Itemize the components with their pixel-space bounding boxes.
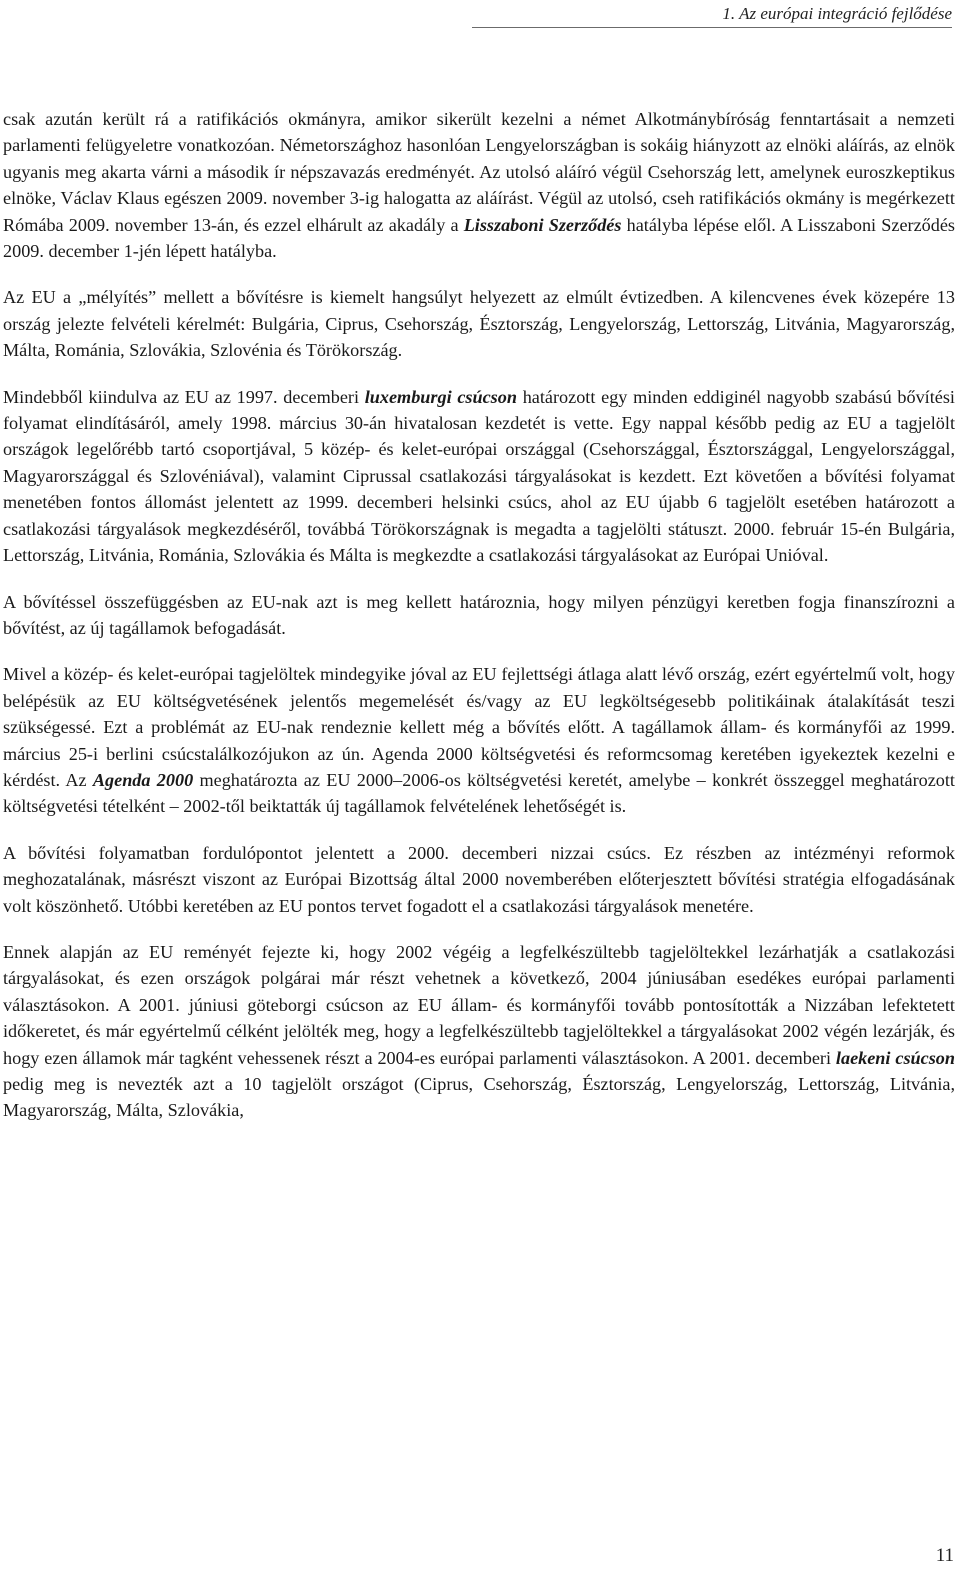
emphasized-term: Agenda 2000 <box>92 769 194 790</box>
paragraph <box>3 939 955 1124</box>
paragraph-text: Mindebből kiindulva az EU az 1997. decemberi <box>3 386 365 407</box>
paragraph <box>3 589 955 642</box>
paragraph-text: A bővítéssel összefüggésben az EU-nak azt is meg kellett határoznia, hogy milyen pénzügyi keretben fogja finanszírozni a bővítést, az új tagállamok befogadását. <box>3 591 955 638</box>
paragraph-text: Az EU a „mélyítés” mellett a bővítésre is kiemelt hangsúlyt helyezett az elmúlt évtizedben. A kilencvenes évek közepére 13 ország jelezte felvételi kérelmét: Bulgária, Ciprus, Csehország, Észtország, Lengyelország, Lettország, Litvánia, Magyarország, Málta, Románia, Szlovákia, Szlovénia és Törökország. <box>3 287 955 361</box>
paragraph-text: Mivel a közép- és kelet-európai tagjelöltek mindegyike jóval az EU fejlettségi átlaga alatt lévő ország, ezért egyértelmű volt, hogy belépésük az EU költségvetésének jelentős megemelését és/vagy az EU legköltségesebb politikáinak átalakítását teszi szükségessé. Ezt a problémát az EU-nak rendeznie kellett még a bővítés előtt. A tagállamok állam- és kormányfői az 1999. március 25-i berlini csúcstalálkozójukon az ún. Agenda 2000 költségvetési és reformcsomag keretében igyekeztek kezelni e kérdést. Az <box>3 664 955 790</box>
paragraph-text: pedig meg is nevezték azt a 10 tagjelölt országot (Ciprus, Csehország, Észtország, Lengyelország, Lettország, Litvánia, Magyarország, Málta, Szlovákia, <box>3 1074 955 1121</box>
paragraph <box>3 661 955 819</box>
paragraph <box>3 384 955 569</box>
paragraph <box>3 284 955 363</box>
paragraph-text: A bővítési folyamatban fordulópontot jelentett a 2000. decemberi nizzai csúcs. Ez részben az intézményi reformok meghozatalának, másrészt viszont az Európai Bizottság által 2000 novemberében előterjesztett bővítési stratégia elfogadásának volt köszönhető. Utóbbi keretében az EU pontos tervet fogadott el a csatlakozási tárgyalások menetére. <box>3 842 955 916</box>
running-head-title: 1. Az európai integráció fejlődése <box>722 4 952 23</box>
paragraph-text: határozott egy minden eddiginél nagyobb szabású bővítési folyamat elindításáról, amely 1998. március 30-án hivatalosan kezdetét is vette. Egy nappal később pedig az EU a tagjelölt országok legelőrébb tartó csoportjával, 5 közép- és kelet-európai országgal (Csehországgal, Észtországgal, Lengyelországgal, Magyarországgal és Szlovéniával), valamint Ciprussal csatlakozási tárgyalásokat is kezdett. Ezt követően a bővítési folyamat menetében fontos állomást jelentett az 1999. decemberi helsinki csúcs, ahol az EU újabb 6 tagjelölt esetében határozott a csatlakozási tárgyalások megkezdéséről, továbbá Törökországnak is megadta a tagjelölti státuszt. 2000. február 15-én Bulgária, Lettország, Litvánia, Románia, Szlovákia és Málta is megkezdte a csatlakozási tárgyalásokat az Európai Unióval. <box>3 386 955 566</box>
paragraph-text: Ennek alapján az EU reményét fejezte ki, hogy 2002 végéig a legfelkészültebb tagjelöltekkel lezárhatják a csatlakozási tárgyalásokat, és ezen országok polgárai már részt vehetnek a következő, 2004 júniusában esedékes európai parlamenti választásokon. A 2001. júniusi göteborgi csúcson az EU állam- és kormányfői tovább pontosították a Nizzában lefektetett időkeretet, és már egyértelmű célként jelölték meg, hogy a legfelkészültebb tagjelöltekkel a tárgyalásokat 2002 végén lezárják, és hogy ezen államok már tagként vehessenek részt a 2004-es európai parlamenti választásokon. A 2001. decemberi <box>3 941 955 1068</box>
emphasized-term: Lisszaboni Szerződés <box>463 214 622 235</box>
paragraph-text: meghatározta az EU 2000–2006-os költségvetési keretét, amelybe – konkrét összeggel meghatározott költségvetési tételként – 2002-től beiktatták új tagállamok felvételének lehetőségét is. <box>3 769 955 817</box>
paragraph-text: csak azután került rá a ratifikációs okmányra, amikor sikerült kezelni a német Alkotmánybíróság fenntartásait a nemzeti parlamenti felügyeletre vonatkozóan. Németországhoz hasonlóan Lengyelországban is sokáig hiányzott az elnöki aláírás, az elnök ugyanis meg akarta várni a második ír népszavazás eredményét. Az utolsó aláíró végül Csehország lett, amelynek euroszkeptikus elnöke, Václav Klaus egészen 2009. november 3-ig halogatta az aláírást. Végül az utolsó, cseh ratifikációs okmány is megérkezett Rómába 2009. november 13-án, és ezzel elhárult az akadály a <box>3 109 955 235</box>
running-head <box>472 0 952 28</box>
body-text <box>3 106 955 1144</box>
paragraph-text: hatályba lépése elől. A Lisszaboni Szerződés 2009. december 1-jén lépett hatályba. <box>3 214 955 262</box>
emphasized-term: luxemburgi csúcson <box>364 386 517 407</box>
paragraph <box>3 106 955 264</box>
paragraph <box>3 840 955 919</box>
emphasized-term: laekeni csúcson <box>835 1047 955 1068</box>
page-number: 11 <box>935 1545 954 1566</box>
